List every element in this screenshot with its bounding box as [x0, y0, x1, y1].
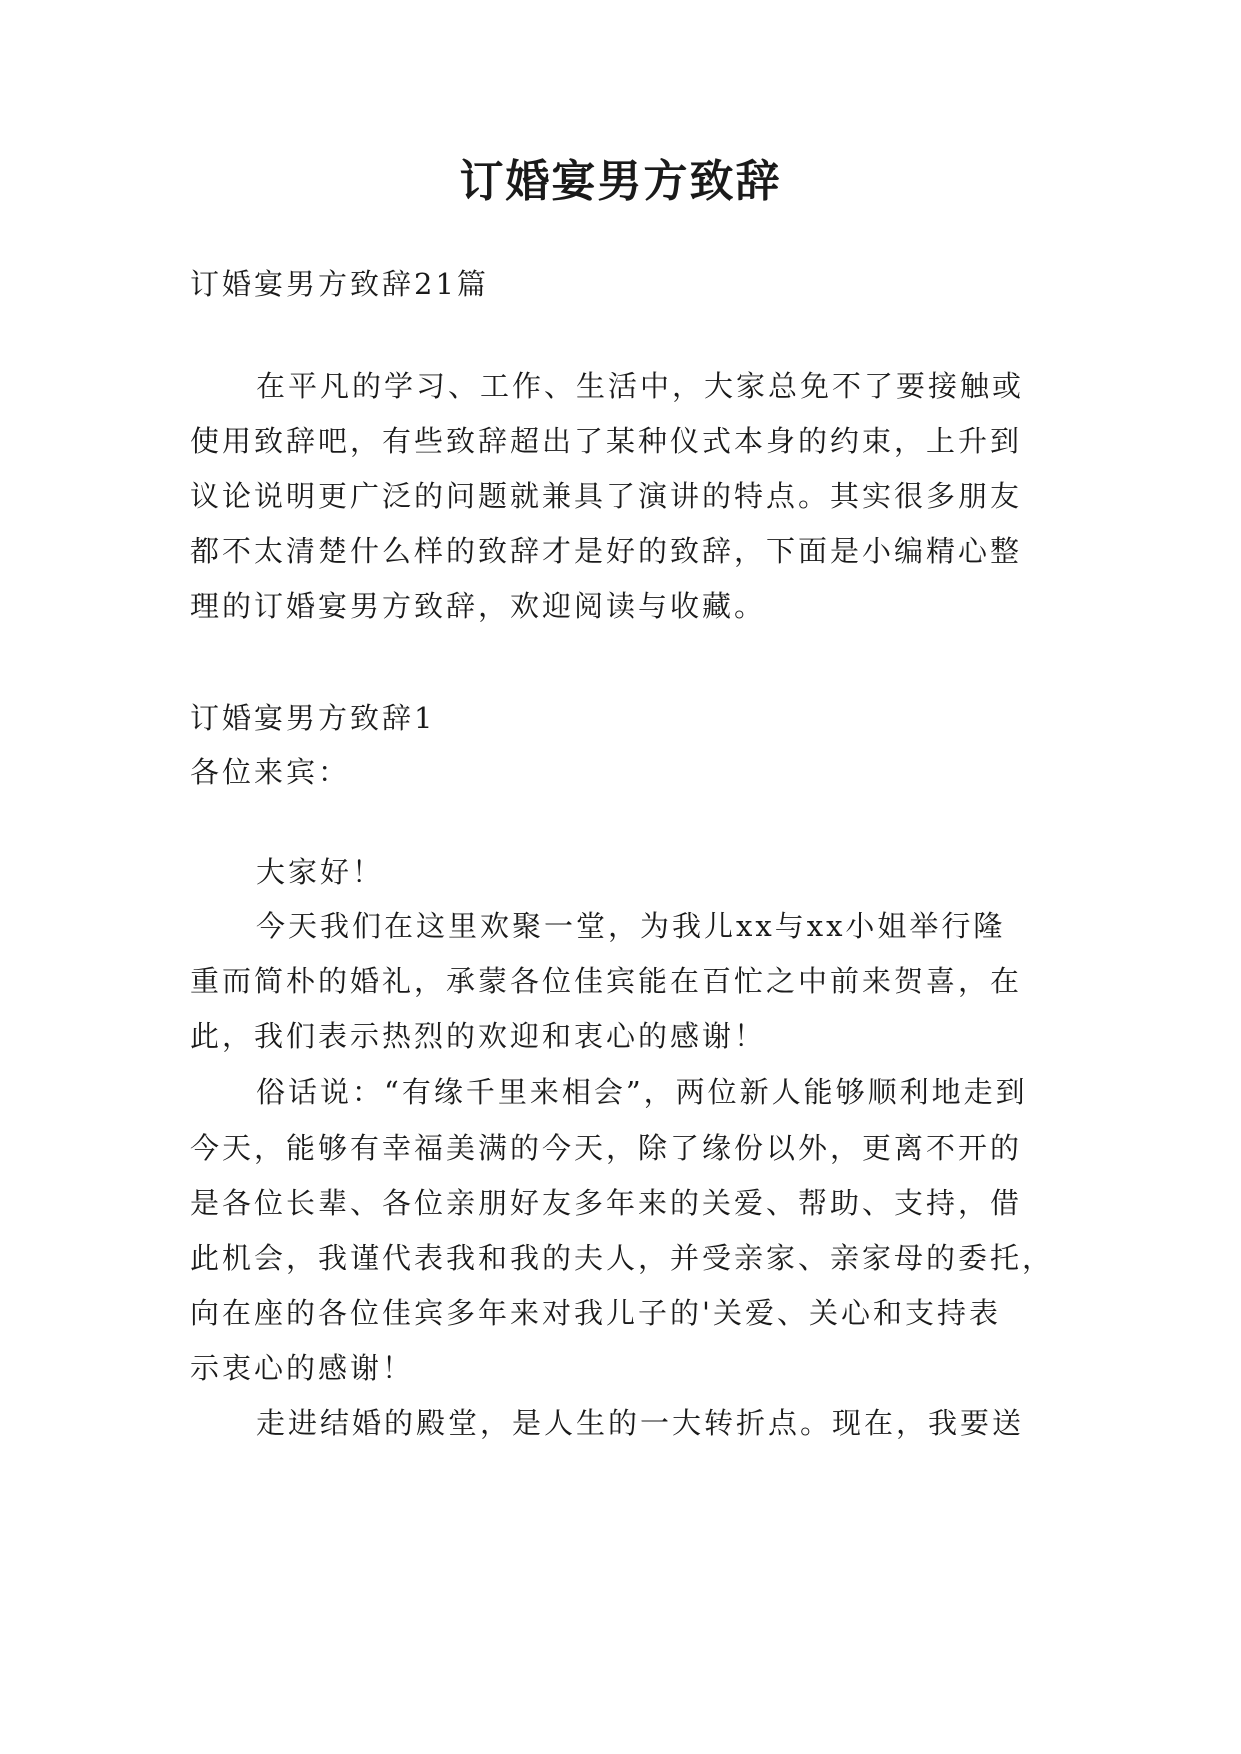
- body-line: 向在座的各位佳宾多年来对我儿子的'关爱、关心和支持表: [190, 1296, 1001, 1330]
- body-line: 走进结婚的殿堂，是人生的一大转折点。现在，我要送: [256, 1406, 1025, 1440]
- body-line: 示衷心的感谢！: [190, 1351, 415, 1385]
- body-line: 今天，能够有幸福美满的今天，除了缘份以外，更离不开的: [190, 1131, 1023, 1165]
- body-line: 使用致辞吧，有些致辞超出了某种仪式本身的约束，上升到: [190, 424, 1023, 458]
- body-line: 大家好！: [256, 855, 385, 889]
- subtitle-line: 订婚宴男方致辞21篇: [190, 267, 489, 301]
- body-line: 俗话说：“有缘千里来相会”，两位新人能够顺利地走到: [256, 1075, 1028, 1109]
- body-line: 都不太清楚什么样的致辞才是好的致辞，下面是小编精心整: [190, 534, 1023, 568]
- document-title: 订婚宴男方致辞: [459, 156, 782, 207]
- body-line: 此，我们表示热烈的欢迎和衷心的感谢！: [190, 1019, 767, 1053]
- body-line: 今天我们在这里欢聚一堂，为我儿xx与xx小姐举行隆: [256, 909, 1006, 943]
- body-line: 在平凡的学习、工作、生活中，大家总免不了要接触或: [256, 369, 1025, 403]
- salutation-line: 各位来宾：: [190, 755, 351, 789]
- body-line: 是各位长辈、各位亲朋好友多年来的关爱、帮助、支持，借: [190, 1186, 1023, 1220]
- body-line: 此机会，我谨代表我和我的夫人，并受亲家、亲家母的委托，: [190, 1241, 1055, 1275]
- body-line: 议论说明更广泛的问题就兼具了演讲的特点。其实很多朋友: [190, 479, 1023, 513]
- body-line: 重而简朴的婚礼，承蒙各位佳宾能在百忙之中前来贺喜，在: [190, 964, 1023, 998]
- body-line: 理的订婚宴男方致辞，欢迎阅读与收藏。: [190, 589, 767, 623]
- section-heading: 订婚宴男方致辞1: [190, 701, 436, 735]
